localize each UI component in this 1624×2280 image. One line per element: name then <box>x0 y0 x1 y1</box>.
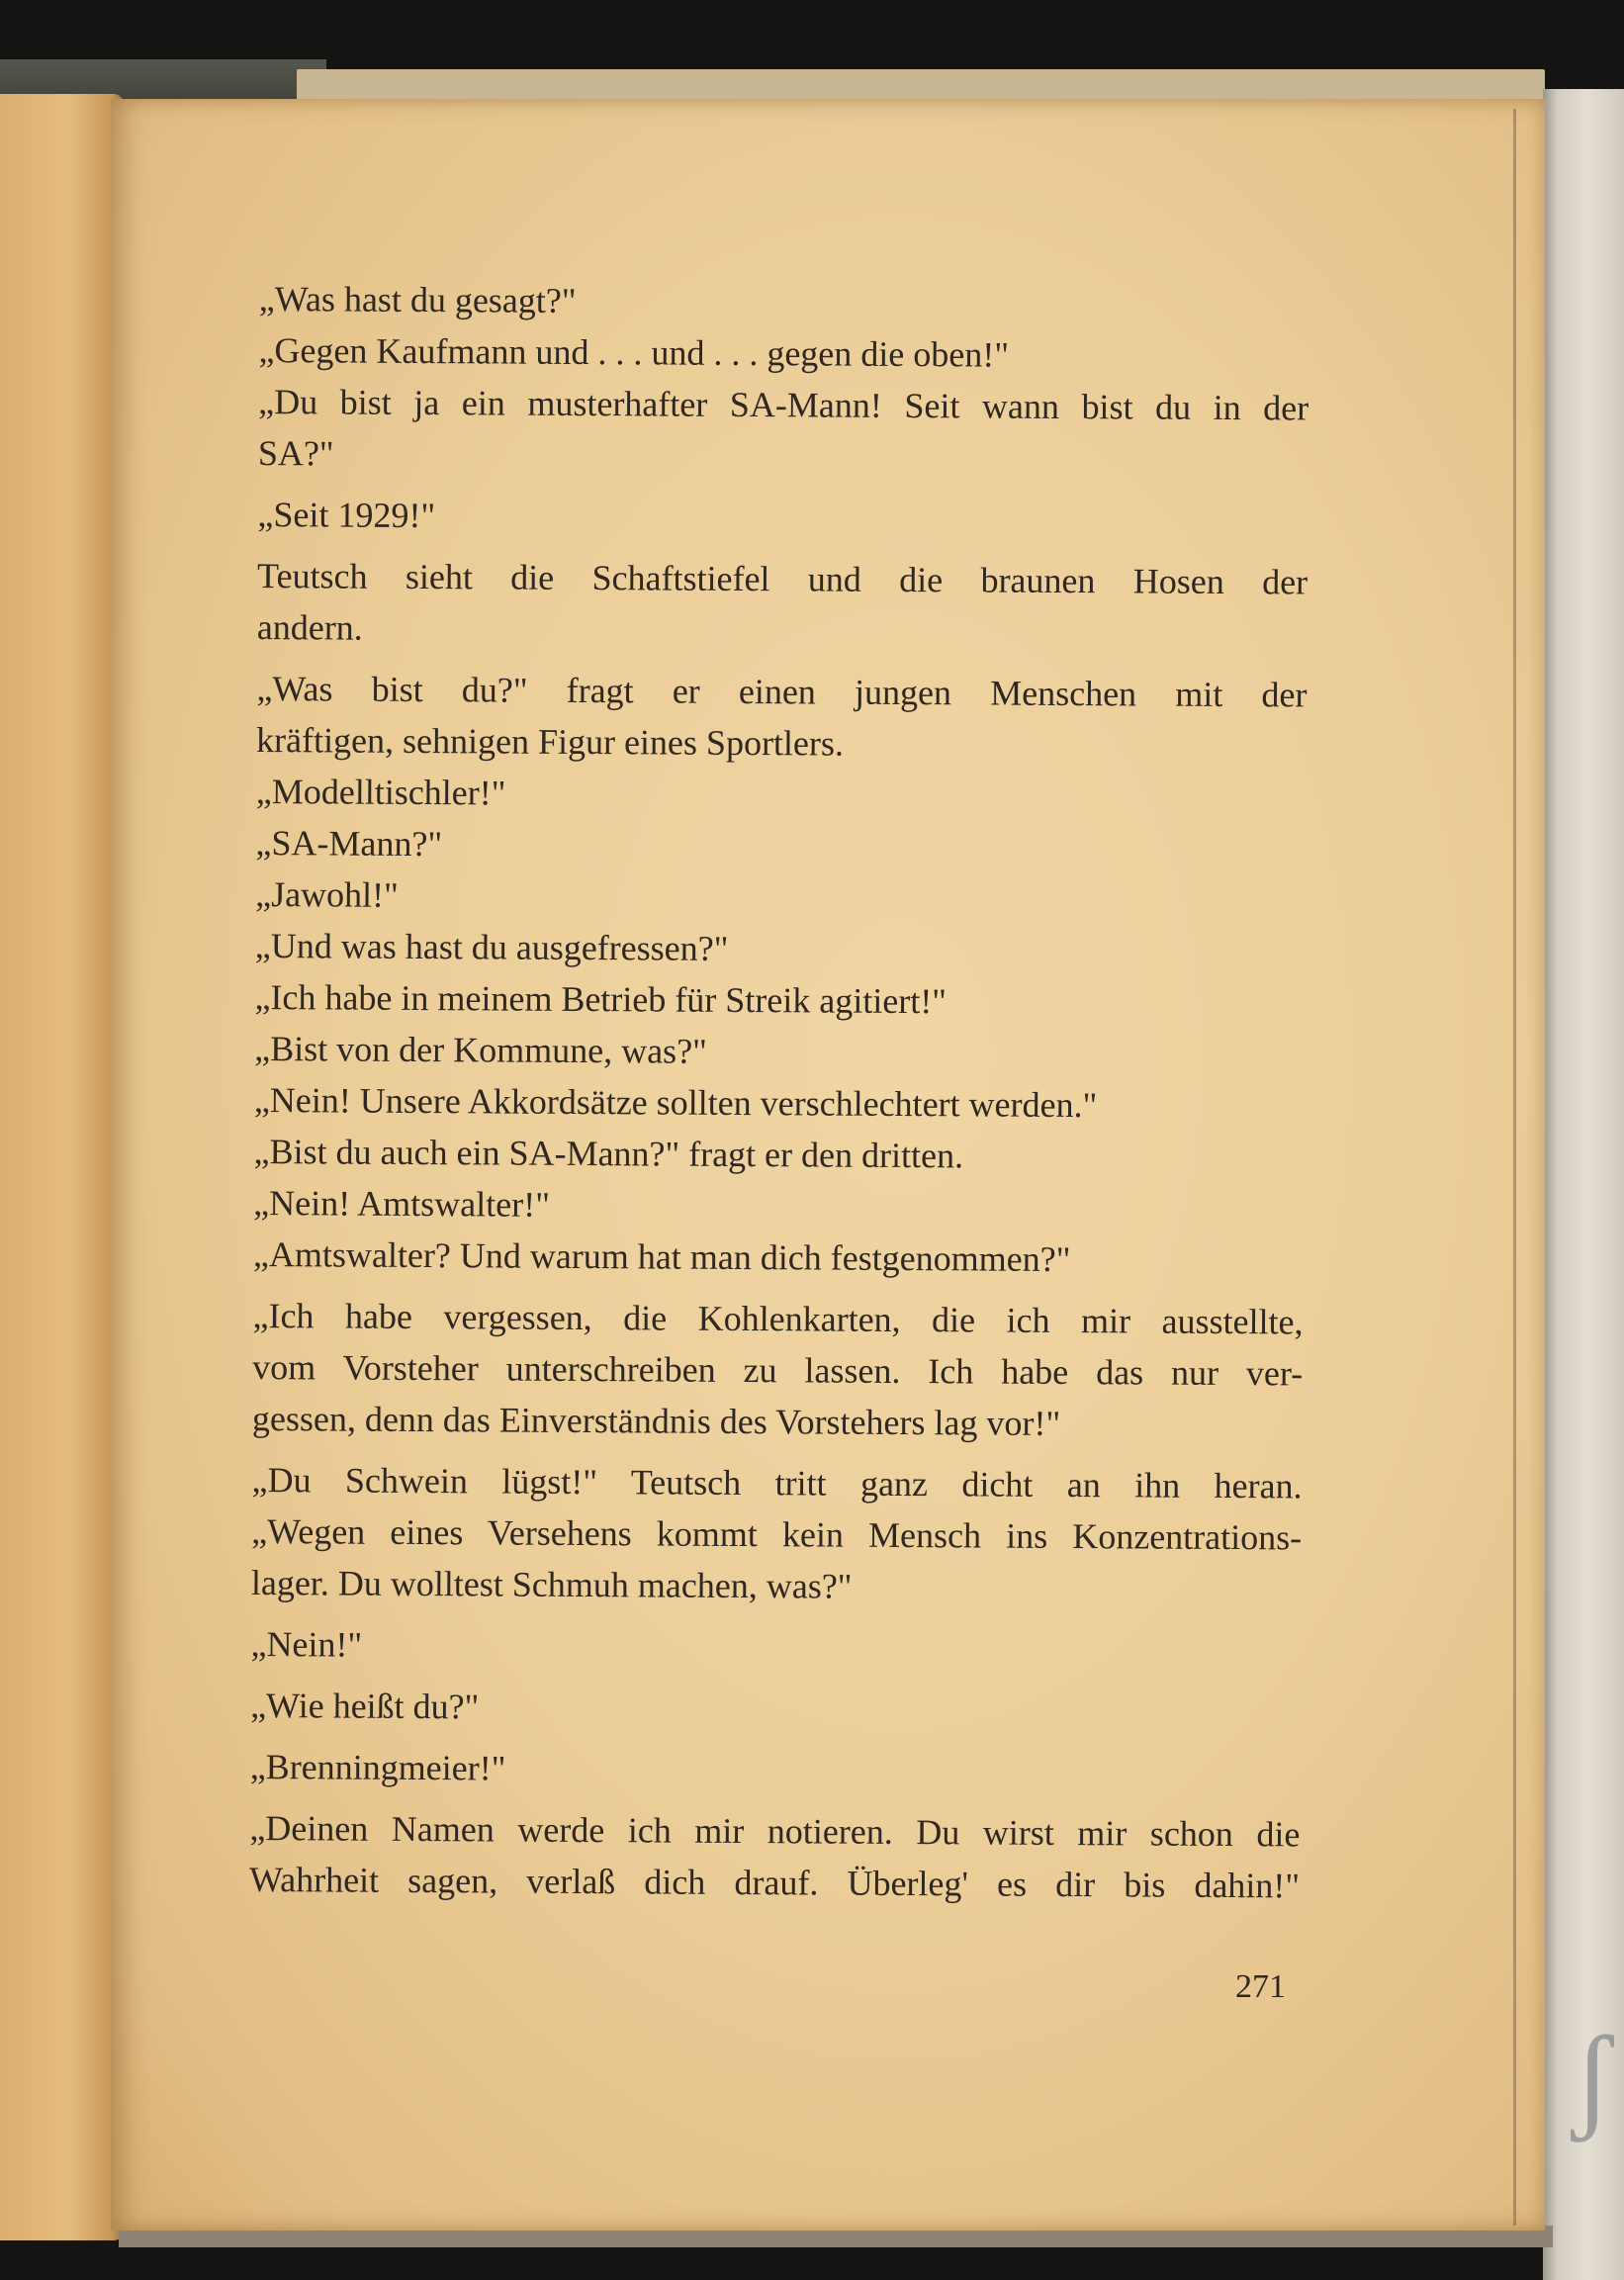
pencil-mark: ʃ <box>1573 2011 1612 2143</box>
text-line: „Ich habe vergessen, die Kohlenkarten, die ich mir ausstellte, <box>252 1295 1304 1342</box>
text-line: „Seit 1929!" <box>257 494 436 536</box>
text-line: lager. Du wolltest Schmuh machen, was?" <box>250 1562 853 1606</box>
left-page-edge <box>0 94 124 2240</box>
text-line: vom Vorsteher unterschreiben zu lassen. Ich habe das nur ver- <box>252 1346 1304 1394</box>
text-line: „Nein! Amtswalter!" <box>253 1182 550 1225</box>
text-line: „Wegen eines Versehens kommt kein Mensch ins Konzentrations- <box>251 1510 1303 1558</box>
text-line: „Was hast du gesagt?" <box>258 278 577 320</box>
text-line: „Und was hast du ausgefressen?" <box>254 925 729 968</box>
page-number: 271 <box>1235 1968 1286 2005</box>
text-line: „SA-Mann?" <box>255 822 443 865</box>
text-line: „Wie heißt du?" <box>250 1685 480 1727</box>
text-line: „Jawohl!" <box>255 873 399 915</box>
text-line: „Gegen Kaufmann und . . . und . . . gegen die oben!" <box>258 329 1010 375</box>
text-line: „Bist von der Kommune, was?" <box>254 1028 707 1071</box>
text-line: „Du bist ja ein musterhafter SA-Mann! Seit wann bist du in der <box>258 381 1309 428</box>
page-text <box>249 273 1309 1911</box>
text-line: „Ich habe in meinem Betrieb für Streik agitiert!" <box>254 976 947 1022</box>
text-line: „Nein! Unsere Akkordsätze sollten verschlechtert werden." <box>253 1079 1098 1126</box>
text-line: kräftigen, sehnigen Figur eines Sportlers. <box>255 719 845 764</box>
text-line: „Nein!" <box>250 1623 363 1665</box>
text-line: Teutsch sieht die Schaftstiefel und die braunen Hosen der <box>257 555 1308 602</box>
text-line: gessen, denn das Einverständnis des Vorstehers lag vor!" <box>251 1398 1061 1443</box>
text-line: „Deinen Namen werde ich mir notieren. Du wirst mir schon die <box>249 1807 1301 1855</box>
text-line: „Modelltischler!" <box>255 771 506 813</box>
page-fold-line <box>1513 109 1516 2226</box>
text-line: SA?" <box>257 432 334 474</box>
text-line: „Du Schwein lügst!" Teutsch tritt ganz dicht an ihn heran. <box>251 1459 1303 1506</box>
text-line: „Brenningmeier!" <box>249 1746 506 1788</box>
text-line: „Was bist du?" fragt er einen jungen Menschen mit der <box>256 668 1308 715</box>
right-cover-board <box>1543 89 1624 2280</box>
text-line: andern. <box>256 606 363 648</box>
text-line: „Amtswalter? Und warum hat man dich festgenommen?" <box>252 1233 1071 1280</box>
text-line: Wahrheit sagen, verlaß dich drauf. Überleg' es dir bis dahin!" <box>248 1859 1301 1906</box>
text-line: „Bist du auch ein SA-Mann?" fragt er den dritten. <box>253 1131 964 1176</box>
